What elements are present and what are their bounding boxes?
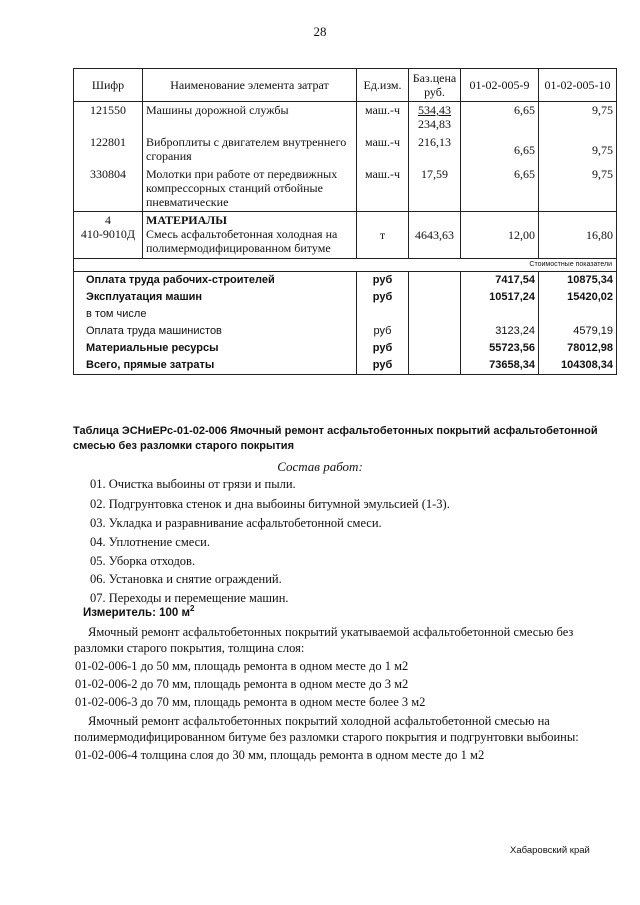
header-code: Шифр xyxy=(74,69,143,102)
table-row xyxy=(74,134,617,166)
row-value-2: 9,75 xyxy=(539,166,617,212)
summary-value-2 xyxy=(539,306,617,323)
price-secondary: 234,83 xyxy=(418,117,451,131)
summary-name: Материальные ресурсы xyxy=(74,340,357,357)
row-name: Молотки при работе от передвижных компрессорных станций отбойные пневматические xyxy=(143,166,357,212)
rate-code-line: 01-02-006-1 до 50 мм, площадь ремонта в одном месте до 1 м2 xyxy=(75,659,409,673)
summary-row xyxy=(74,357,617,375)
work-item: 06. Установка и снятие ограждений. xyxy=(90,572,282,586)
summary-row xyxy=(74,323,617,340)
work-item: 05. Уборка отходов. xyxy=(90,554,196,568)
header-col2: 01-02-005-10 xyxy=(539,69,617,102)
summary-unit: руб xyxy=(357,357,409,375)
summary-value-2: 10875,34 xyxy=(539,272,617,290)
page-number: 28 xyxy=(313,24,327,39)
work-composition-heading: Состав работ: xyxy=(277,459,363,474)
summary-name: Эксплуатация машин xyxy=(74,289,357,306)
row-price xyxy=(409,102,461,135)
material-v2-cell xyxy=(539,212,617,259)
description-paragraph: Ямочный ремонт асфальтобетонных покрытий укатываемой асфальтобетонной смесью без разломки старого покрытия, толщина слоя: xyxy=(74,625,574,655)
summary-unit xyxy=(357,306,409,323)
section-heading: Таблица ЭСНиЕРс-01-02-006 Ямочный ремонт асфальтобетонных покрытий асфальтобетонной смесью без разломки старого покрытия xyxy=(73,425,598,452)
summary-empty xyxy=(409,306,461,323)
work-item: 07. Переходы и перемещение машин. xyxy=(90,591,289,605)
rate-code-line: 01-02-006-3 до 70 мм, площадь ремонта в одном месте более 3 м2 xyxy=(75,695,426,709)
summary-empty xyxy=(409,357,461,375)
summary-value-1: 7417,54 xyxy=(461,272,539,290)
row-value-2: 9,75 xyxy=(539,134,617,166)
row-unit: маш.-ч xyxy=(357,134,409,166)
summary-value-1 xyxy=(461,306,539,323)
header-unit: Ед.изм. xyxy=(357,69,409,102)
material-v1-cell xyxy=(461,212,539,259)
material-value-2: 16,80 xyxy=(586,228,613,242)
summary-value-2: 4579,19 xyxy=(539,323,617,340)
row-unit: маш.-ч xyxy=(357,102,409,135)
row-unit: маш.-ч xyxy=(357,166,409,212)
header-name: Наименование элемента затрат xyxy=(143,69,357,102)
summary-row xyxy=(74,340,617,357)
row-price: 216,13 xyxy=(409,134,461,166)
row-code: 121550 xyxy=(74,102,143,135)
material-price-cell xyxy=(409,212,461,259)
row-code: 330804 xyxy=(74,166,143,212)
cost-indicators-label: Стоимостные показатели xyxy=(74,259,617,272)
section-title: МАТЕРИАЛЫ xyxy=(146,213,227,227)
material-code: 410-9010Д xyxy=(80,227,136,241)
row-value-1: 6,65 xyxy=(461,134,539,166)
cost-indicators-row xyxy=(74,259,617,272)
summary-value-2: 104308,34 xyxy=(539,357,617,375)
row-value-2: 9,75 xyxy=(539,102,617,135)
work-item: 01. Очистка выбоины от грязи и пыли. xyxy=(90,477,296,491)
summary-empty xyxy=(409,272,461,290)
summary-name: Всего, прямые затраты xyxy=(74,357,357,375)
row-value-1: 6,65 xyxy=(461,166,539,212)
summary-unit: руб xyxy=(357,272,409,290)
work-item: 04. Уплотнение смеси. xyxy=(90,535,210,549)
table-row xyxy=(74,102,617,135)
measurement-exponent: 2 xyxy=(190,604,195,613)
material-name: Смесь асфальтобетонная холодная на полимермодифицированном битуме xyxy=(146,227,338,255)
summary-row xyxy=(74,289,617,306)
summary-value-1: 73658,34 xyxy=(461,357,539,375)
resource-table xyxy=(73,68,617,375)
row-name: Виброплиты с двигателем внутреннего сгорания xyxy=(143,134,357,166)
summary-name: в том числе xyxy=(74,306,357,323)
section-row xyxy=(74,212,617,259)
summary-row xyxy=(74,272,617,290)
work-item: 02. Подгрунтовка стенок и дна выбоины битумной эмульсией (1-3). xyxy=(90,497,450,511)
material-price: 4643,63 xyxy=(415,228,454,242)
summary-unit: руб xyxy=(357,323,409,340)
measurement-unit xyxy=(83,604,194,619)
rate-code-line: 01-02-006-2 до 70 мм, площадь ремонта в одном месте до 3 м2 xyxy=(75,677,409,691)
section-cell xyxy=(74,212,143,259)
table-row xyxy=(74,166,617,212)
table-header-row xyxy=(74,69,617,102)
region-footer: Хабаровский край xyxy=(510,845,590,856)
work-item: 03. Укладка и разравнивание асфальтобетонной смеси. xyxy=(90,516,382,530)
summary-name: Оплата труда рабочих-строителей xyxy=(74,272,357,290)
description-paragraph: Ямочный ремонт асфальтобетонных покрытий холодной асфальтобетонной смесью на полимермодифицированном битуме без разломки старого покрытия и подгрунтовки выбоины: xyxy=(74,714,579,744)
summary-value-1: 10517,24 xyxy=(461,289,539,306)
summary-row xyxy=(74,306,617,323)
summary-empty xyxy=(409,323,461,340)
summary-name: Оплата труда машинистов xyxy=(74,323,357,340)
material-unit: т xyxy=(379,228,386,242)
summary-unit: руб xyxy=(357,289,409,306)
header-price: Баз.цена руб. xyxy=(409,69,461,102)
summary-empty xyxy=(409,340,461,357)
rate-code-line: 01-02-006-4 толщина слоя до 30 мм, площадь ремонта в одном месте до 1 м2 xyxy=(75,748,485,762)
price-main: 534,43 xyxy=(418,103,451,117)
material-value-1: 12,00 xyxy=(508,228,535,242)
measurement-label: Измеритель: 100 м xyxy=(83,606,191,619)
row-value-1: 6,65 xyxy=(461,102,539,135)
row-name: Машины дорожной службы xyxy=(143,102,357,135)
section-cell xyxy=(143,212,357,259)
row-price: 17,59 xyxy=(409,166,461,212)
material-unit-cell xyxy=(357,212,409,259)
summary-value-2: 78012,98 xyxy=(539,340,617,357)
summary-value-2: 15420,02 xyxy=(539,289,617,306)
row-code: 122801 xyxy=(74,134,143,166)
summary-unit: руб xyxy=(357,340,409,357)
summary-value-1: 55723,56 xyxy=(461,340,539,357)
summary-value-1: 3123,24 xyxy=(461,323,539,340)
section-number: 4 xyxy=(105,213,111,227)
header-col1: 01-02-005-9 xyxy=(461,69,539,102)
summary-empty xyxy=(409,289,461,306)
